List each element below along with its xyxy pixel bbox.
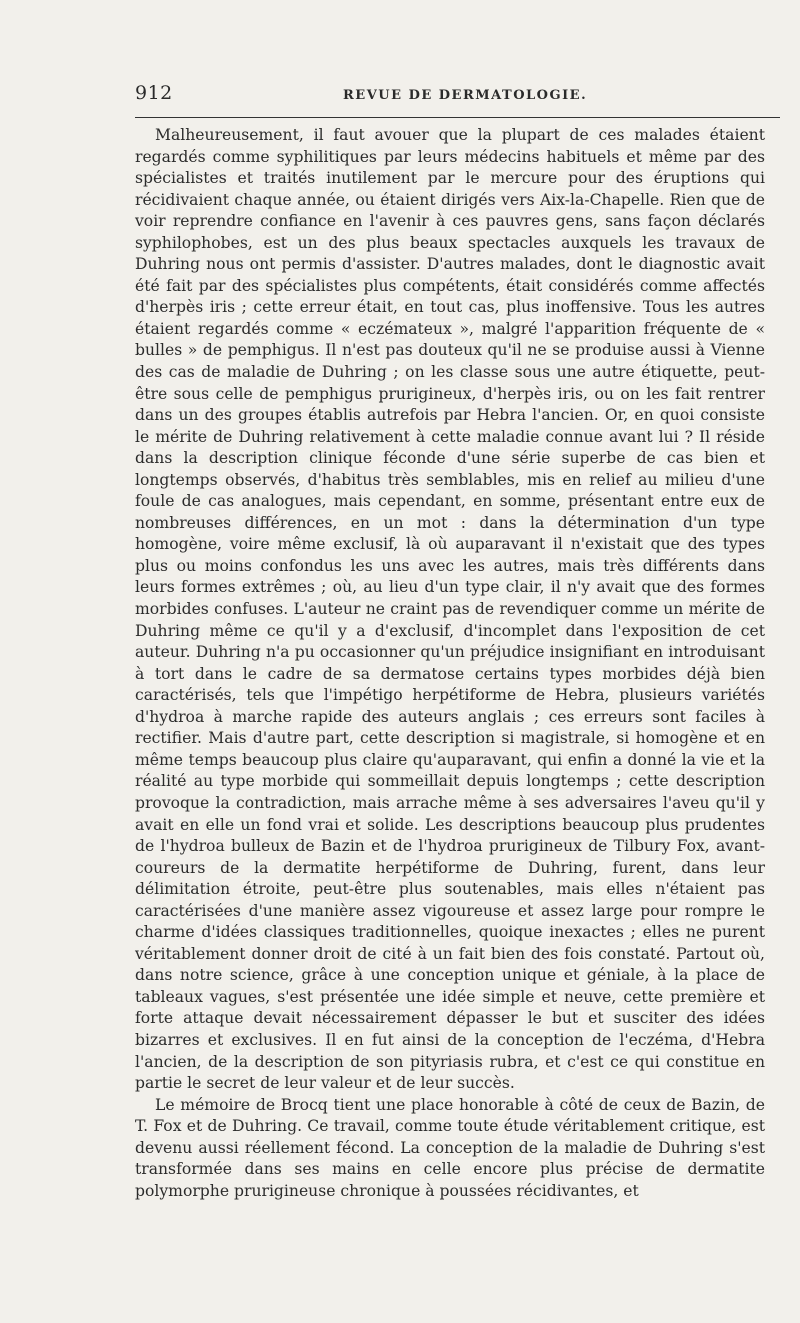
header-rule [135, 117, 780, 118]
article-body [135, 125, 765, 1202]
page-header [135, 82, 780, 112]
paragraph-1: Malheureusement, il faut avouer que la plupart de ces malades étaient regardés comme syphilitiques par leurs médecins habituels et même par des spécialistes et traités inutilement par le mercure pour des éruptions qui récidivaient chaque année, ou étaient dirigés vers Aix-la-Chapelle. Rien que de voir reprendre confiance en l'avenir à ces pauvres gens, sans façon déclarés syphilophobes, est un des plus beaux spectacles auxquels les travaux de Duhring nous ont permis d'assister. D'autres malades, dont le diagnostic avait été fait par des spécialistes plus compétents, était considérés comme affectés d'herpès iris ; cette erreur était, en tout cas, plus inoffensive. Tous les autres étaient regardés comme « eczémateux », malgré l'apparition fréquente de « bulles » de pemphigus. Il n'est pas douteux qu'il ne se produise aussi à Vienne des cas de maladie de Duhring ; on les classe sous une autre étiquette, peut-être sous celle de pemphigus prurigineux, d'herpès iris, ou on les fait rentrer dans un des groupes établis autrefois par Hebra l'ancien. Or, en quoi consiste le mérite de Duhring relativement à cette maladie connue avant lui ? Il réside dans la description clinique féconde d'une série superbe de cas bien et longtemps observés, d'habitus très semblables, mis en relief au milieu d'une foule de cas analogues, mais cependant, en somme, présentant entre eux de nombreuses différences, en un mot : dans la détermination d'un type homogène, voire même exclusif, là où auparavant il n'existait que des types plus ou moins confondus les uns avec les autres, mais très différents dans leurs formes extrêmes ; où, au lieu d'un type clair, il n'y avait que des formes morbides confuses. L'auteur ne craint pas de revendiquer comme un mérite de Duhring même ce qu'il y a d'exclusif, d'incomplet dans l'exposition de cet auteur. Duhring n'a pu occasionner qu'un préjudice insignifiant en introduisant à tort dans le cadre de sa dermatose certains types morbides déjà bien caractérisés, tels que l'impétigo herpétiforme de Hebra, plusieurs variétés d'hydroa à marche rapide des auteurs anglais ; ces erreurs sont faciles à rectifier. Mais d'autre part, cette description si magistrale, si homogène et en même temps beaucoup plus claire qu'auparavant, qui enfin a donné la vie et la réalité au type morbide qui sommeillait depuis longtemps ; cette description provoque la contradiction, mais arrache même à ses adversaires l'aveu qu'il y avait en elle un fond vrai et solide. Les descriptions beaucoup plus prudentes de l'hydroa bulleux de Bazin et de l'hydroa prurigineux de Tilbury Fox, avant-coureurs de la dermatite herpétiforme de Duhring, furent, dans leur délimitation étroite, peut-être plus soutenables, mais elles n'étaient pas caractérisées d'une manière assez vigoureuse et assez large pour rompre le charme d'idées classiques traditionnelles, quoique inexactes ; elles ne purent véritablement donner droit de cité à un fait bien des fois constaté. Partout où, dans notre science, grâce à une conception unique et géniale, à la place de tableaux vagues, s'est présentée une idée simple et neuve, cette première et forte attaque devait nécessairement dépasser le but et susciter des idées bizarres et exclusives. Il en fut ainsi de la conception de l'eczéma, d'Hebra l'ancien, de la description de son pityriasis rubra, et c'est ce qui constitue en partie le secret de leur valeur et de leur succès. [135, 126, 765, 1093]
page-number: 912 [135, 82, 173, 104]
running-title: REVUE DE DERMATOLOGIE. [343, 88, 588, 103]
paragraph-2: Le mémoire de Brocq tient une place honorable à côté de ceux de Bazin, de T. Fox et de Duhring. Ce travail, comme toute étude véritablement critique, est devenu aussi réellement fécond. La conception de la maladie de Duhring s'est transformée dans ses mains en celle encore plus précise de dermatite polymorphe prurigineuse chronique à poussées récidivantes, et [135, 1095, 765, 1200]
